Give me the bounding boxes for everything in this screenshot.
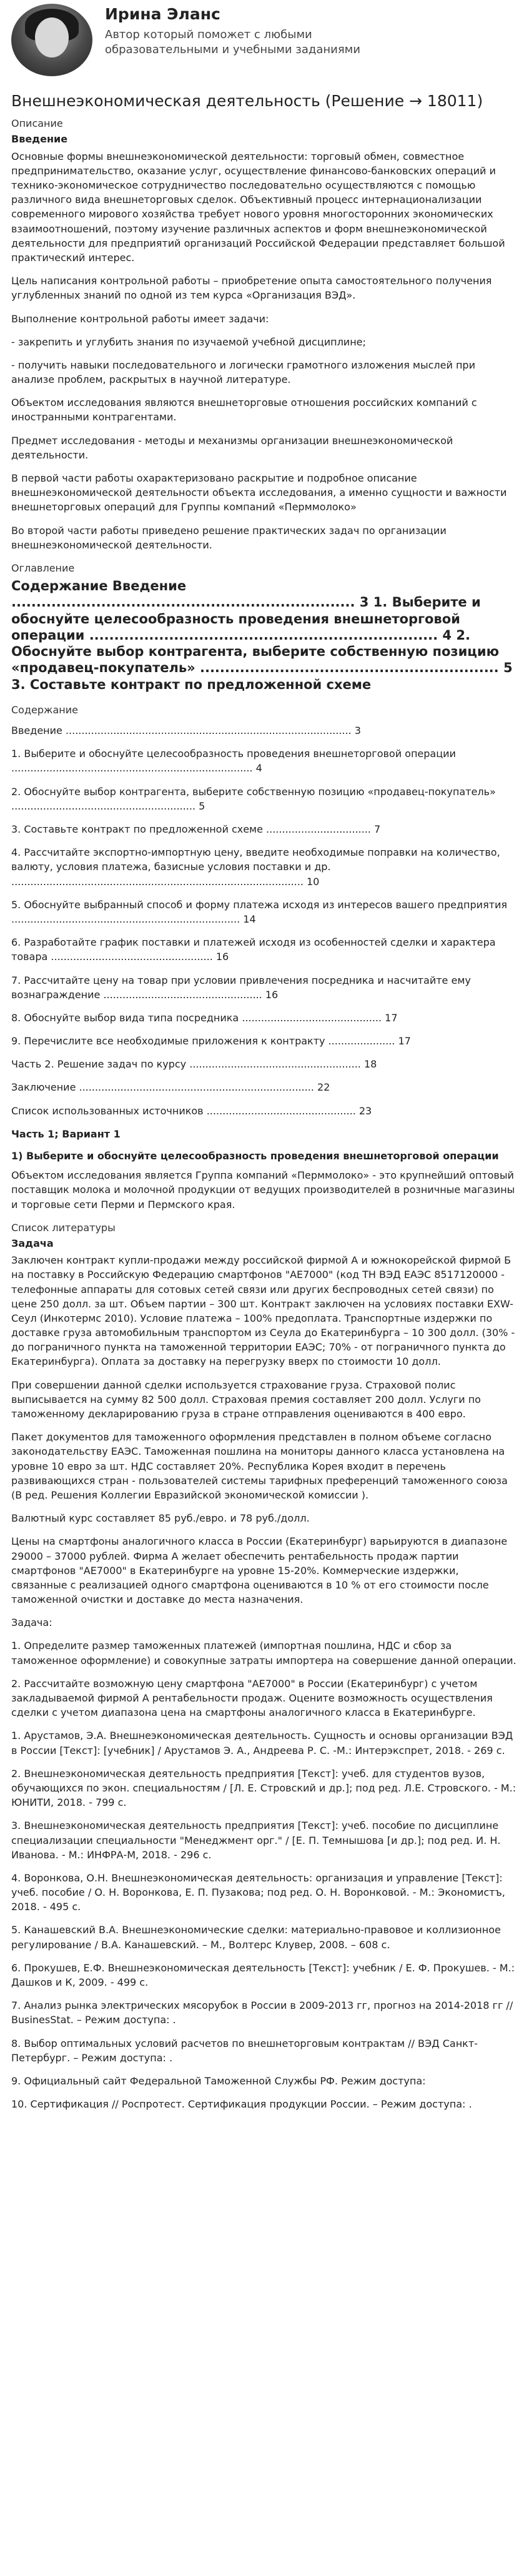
contents-item: Заключение .......................................................................... 22 — [11, 1081, 330, 1094]
intro-paragraph: - получить навыки последовательного и логически грамотного изложения мыслей при анализе проблем, раскрытых в научной литературе. — [11, 359, 475, 386]
reference-item: 6. Прокушев, Е.Ф. Внешнеэкономическая деятельность [Текст]: учебник / Е. Ф. Прокушев. - М.: Дашков и К, 2009. - 499 с. — [11, 1961, 515, 1988]
reference-item: 3. Внешнеэкономическая деятельность предприятия [Текст]: учеб. пособие по дисциплине специализации специальности "Менеджмент орг." / [Е. П. Темнышова [и др.]; под ред. И. Н. Иванова. - М.: ИНФРА-М, 2018. - 296 с. — [11, 1820, 501, 1861]
intro-paragraph: Цель написания контрольной работы – приобретение опыта самостоятельного получения углубленных знаний по одной из тем курса «Организация ВЭД». — [11, 275, 492, 302]
task-paragraph: Валютный курс составляет 85 руб./евро. и 78 руб./долл. — [11, 1512, 310, 1525]
task-paragraph: Заключен контракт купли-продажи между российской фирмой А и южнокорейской фирмой Б на поставку в Российскую Федерацию смартфонов "AE7000" (код ТН ВЭД ЕАЭС 8517120000 - телефонные аппараты для сотовых сетей связи или других беспроводных сетей связи) по цене 250 долл. за шт. Объем партии – 300 шт. Контракт заключен на условиях поставки EXW-Сеул (Инкотермс 2010). Условие платежа – 100% предоплата. Транспортные издержки по доставке груза автомобильным транспортом из Сеула до Екатеринбурга – 10 300 долл. (30% - до пограничного пункта на таможенной территории ЕАЭС; 70% - от пограничного пункта до Екатеринбурга). Оплата за доставку на перегрузку вверх по стоимости 10 долл. — [11, 1254, 515, 1368]
intro-paragraph: - закрепить и углубить знания по изучаемой учебной дисциплине; — [11, 335, 366, 348]
task-paragraph: Задача: — [11, 1617, 52, 1629]
toc-label: Оглавление — [11, 562, 75, 574]
intro-paragraph: Выполнение контрольной работы имеет задачи: — [11, 312, 269, 325]
intro-paragraph: Основные формы внешнеэкономической деятельности: торговый обмен, совместное предпринимательство, оказание услуг, осуществление финансово-банковских операций и технико-экономическое сотрудничество последовательно осуществляются с помощью различного вида внешнеторговых сделок. Объективный процесс интернационализации современного мирового хозяйства требует нового уровня многосторонних экономических взаимоотношений, поэтому изучение различных аспектов и форм внешнеэкономической деятельности для предприятий организаций Российской Федерации представляет большой практический интерес. — [11, 150, 505, 264]
contents-item: 6. Разработайте график поставки и платежей исходя из особенностей сделки и характера товара ................................................... 16 — [11, 936, 496, 963]
contents-item: 8. Обоснуйте выбор вида типа посредника ............................................ 17 — [11, 1011, 398, 1024]
task-paragraph: Пакет документов для таможенного оформления представлен в полном объеме согласно законодательству ЕАЭС. Таможенная пошлина на мониторы данного класса установлена на уровне 10 евро за шт. НДС составляет 20%. Республика Корея входит в перечень развивающихся стран - пользователей системы тарифных преференций таможенного союза (В ред. Решения Коллегии Евразийской экономической комиссии ). — [11, 1431, 508, 1501]
question1-paragraph: Объектом исследования является Группа компаний «Перммолоко» - это крупнейший оптовый поставщик молока и молочной продукции от ведущих производителей в розничные магазины и торговые сети Перми и Пермского края. — [11, 1169, 515, 1211]
task-heading: Задача — [11, 1237, 54, 1249]
contents-label: Содержание — [11, 703, 78, 716]
references-list — [11, 1728, 518, 2111]
author-name[interactable]: Ирина Эланс — [105, 5, 220, 23]
reference-item: 9. Официальный сайт Федеральной Таможенной Службы РФ. Режим доступа: — [11, 2074, 426, 2087]
reference-item: 7. Анализ рынка электрических мясорубок в России в 2009-2013 гг, прогноз на 2014-2018 гг // BusinesStat. – Режим доступа: . — [11, 1999, 513, 2026]
reference-item: 8. Выбор оптимальных условий расчетов по внешнеторговым контрактам // ВЭД Санкт-Петербург. – Режим доступа: . — [11, 2037, 478, 2064]
contents-item: Часть 2. Решение задач по курсу ...................................................... 18 — [11, 1058, 377, 1071]
contents-item: 9. Перечислите все необходимые приложения к контракту ..................... 17 — [11, 1035, 411, 1048]
intro-paragraph: Объектом исследования являются внешнеторговые отношения российских компаний с иностранными контрагентами. — [11, 397, 477, 424]
task-paragraph: 1. Определите размер таможенных платежей (импортная пошлина, НДС и сбор за таможенное оформление) и совокупные затраты импортера на совершение данной операции. — [11, 1640, 517, 1667]
reference-item: 2. Внешнеэкономическая деятельность предприятия [Текст]: учеб. для студентов вузов, обучающихся по экон. специальностям / [Л. Е. Стровский и др.]; под ред. Л.Е. Стровского. - М.: ЮНИТИ, 2018. - 799 с. — [11, 1767, 517, 1809]
intro-section — [11, 149, 518, 552]
literature-label: Список литературы — [11, 1221, 116, 1234]
contents-list — [11, 723, 518, 1118]
intro-paragraph: Предмет исследования - методы и механизмы организации внешнеэкономической деятельности. — [11, 434, 453, 461]
task-section — [11, 1253, 518, 1720]
intro-paragraph: Во второй части работы приведено решение практических задач по организации внешнеэкономической деятельности. — [11, 524, 447, 551]
author-info — [105, 4, 405, 58]
author-header — [11, 4, 518, 76]
part1-heading: Часть 1; Вариант 1 — [11, 1127, 121, 1140]
contents-item: 3. Составьте контракт по предложенной схеме ................................. 7 — [11, 823, 381, 835]
task-paragraph: 2. Рассчитайте возможную цену смартфона "AE7000" в России (Екатеринбург) с учетом закладываемой фирмой А рентабельности продаж. Оцените возможность осуществления сделки с учетом диапазона цена на смартфоны аналогичного класса в Екатеринбурге. — [11, 1677, 493, 1719]
contents-item: Введение .......................................................................................... 3 — [11, 725, 361, 737]
contents-item: Список использованных источников ............................................... 23 — [11, 1104, 372, 1117]
contents-item: 5. Обоснуйте выбранный способ и форму платежа исходя из интересов вашего предприятия ........................................................................ 14 — [11, 898, 508, 925]
intro-paragraph: В первой части работы охарактеризовано раскрытие и подробное описание внешнеэкономической деятельности объекта исследования, а именно сущности и важности внешнеторговых операций для Группы компаний «Перммолоко» — [11, 472, 507, 513]
avatar-face-shape — [35, 17, 69, 57]
avatar[interactable] — [11, 4, 92, 76]
description-label: Описание — [11, 117, 63, 130]
contents-item: 4. Рассчитайте экспортно-импортную цену, введите необходимые поправки на количество, валюту, условия платежа, базисные условия поставки и др. ............................................................................................ 10 — [11, 846, 500, 888]
contents-item: 7. Рассчитайте цену на товар при условии привлечения посредника и насчитайте ему вознаграждение .................................................. 16 — [11, 974, 471, 1001]
reference-item: 4. Воронкова, О.Н. Внешнеэкономическая деятельность: организация и управление [Текст]: учеб. пособие / О. Н. Воронкова, Е. П. Пузакова; под ред. О. Н. Воронковой. - М.: Экономистъ, 2018. - 495 с. — [11, 1871, 505, 1913]
task-paragraph: При совершении данной сделки используется страхование груза. Страховой полис выписывается на сумму 82 500 долл. Страховая премия составляет 200 долл. Услуги по таможенному декларированию груза в стране отправления оцениваются в 400 евро. — [11, 1379, 481, 1420]
question1-heading: 1) Выберите и обоснуйте целесообразность проведения внешнеторговой операции — [11, 1150, 499, 1162]
contents-item: 2. Обоснуйте выбор контрагента, выберите собственную позицию «продавец-покупатель» .......................................................... 5 — [11, 785, 496, 812]
reference-item: 1. Арустамов, Э.А. Внешнеэкономическая деятельность. Сущность и основы организации ВЭД в России [Текст]: [учебник] / Арустамов Э. А., Андреева Р. С. -М.: Интерэкспрет, 2018. - 269 с. — [11, 1730, 513, 1756]
reference-item: 10. Сертификация // Роспротест. Сертификация продукции России. – Режим доступа: . — [11, 2098, 472, 2111]
document-title: Внешнеэкономическая деятельность (Решение → 18011) — [11, 92, 483, 110]
toc-summary: Содержание Введение ..................................................................... 3 1. Выберите и обоснуйте целесообразность проведения внешнеторговой операции ...................................................................... 4 2. Обоснуйте выбор контрагента, выберите собственную позицию «продавец-покупатель» ............................................................ 5 3. Составьте контракт по предложенной схеме — [11, 578, 513, 692]
intro-heading: Введение — [11, 133, 68, 146]
reference-item: 5. Канашевский В.А. Внешнеэкономические сделки: материально-правовое и коллизионное регулирование / В.А. Канашевский. – М., Волтерс Клувер, 2008. – 608 с. — [11, 1924, 501, 1951]
author-description: Автор который поможет с любыми образовательными и учебными заданиями — [105, 28, 360, 57]
contents-item: 1. Выберите и обоснуйте целесообразность проведения внешнеторговой операции ............................................................................ 4 — [11, 748, 456, 775]
task-paragraph: Цены на смартфоны аналогичного класса в России (Екатеринбург) варьируются в диапазоне 29000 – 37000 рублей. Фирма А желает обеспечить рентабельность продаж партии смартфонов "AE7000" в Екатеринбурге на уровне 15-20%. Коммерческие издержки, связанные с реализацией одного смартфона оцениваются в 10 % от его стоимости после таможенной очистки и доставке до места назначения. — [11, 1535, 508, 1606]
